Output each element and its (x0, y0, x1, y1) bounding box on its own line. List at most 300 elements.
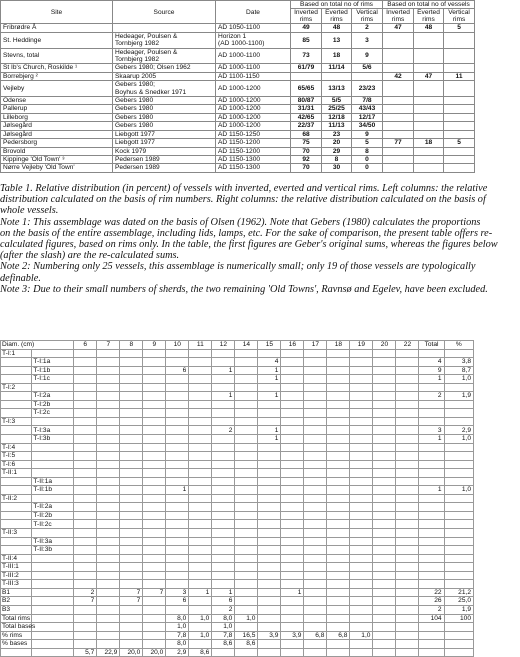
site-cell (1, 139, 113, 147)
count-cell (304, 563, 327, 572)
count-cell (373, 529, 396, 538)
count-cell (419, 580, 444, 589)
count-cell (258, 546, 281, 555)
value-cell (383, 105, 414, 113)
caption-line: definable. (0, 272, 41, 284)
site-cell (1, 81, 113, 97)
count-cell (143, 614, 166, 623)
count-cell (97, 477, 120, 486)
count-cell (327, 494, 350, 503)
count-cell: 1,0 (189, 631, 212, 640)
source-text: Gebers 1980 (115, 105, 154, 113)
count-cell: 9 (419, 366, 444, 375)
site-name: Vejleby (3, 84, 25, 92)
count-cell (74, 426, 97, 435)
type-label (1, 426, 32, 435)
count-cell: 1 (258, 392, 281, 401)
value-cell (414, 105, 444, 113)
count-cell (143, 554, 166, 563)
count-cell (166, 460, 189, 469)
count-cell (235, 383, 258, 392)
site-row (1, 155, 475, 163)
count-cell (235, 358, 258, 367)
count-cell (327, 486, 350, 495)
count-cell (212, 554, 235, 563)
source-text: Gebers 1980 (115, 122, 154, 130)
count-cell (189, 554, 212, 563)
count-cell (189, 400, 212, 409)
count-cell: 1 (212, 366, 235, 375)
count-cell: 8,0 (166, 614, 189, 623)
count-cell (143, 511, 166, 520)
count-cell (189, 426, 212, 435)
count-cell (304, 580, 327, 589)
count-cell (120, 571, 143, 580)
count-cell (189, 503, 212, 512)
count-cell (235, 588, 258, 597)
value-cell (444, 155, 475, 163)
count-cell (97, 520, 120, 529)
count-cell: 1,0 (444, 486, 473, 495)
count-cell (235, 503, 258, 512)
date-cell (216, 72, 291, 80)
count-cell (444, 417, 473, 426)
count-cell (304, 623, 327, 632)
count-cell (281, 529, 304, 538)
count-cell (444, 529, 473, 538)
type-label: T-III:3 (1, 580, 32, 589)
count-cell (304, 477, 327, 486)
count-cell (419, 349, 444, 358)
count-cell (97, 358, 120, 367)
caption-line: Note 1: This assemblage was dated on the basis of Olsen (1962). Note that Gebers (1980) calculates the proportions (0, 216, 481, 228)
count-cell (304, 349, 327, 358)
count-cell (166, 605, 189, 614)
count-cell (373, 400, 396, 409)
count-cell (396, 597, 419, 606)
count-cell (281, 443, 304, 452)
date-cell (216, 105, 291, 113)
count-cell (373, 366, 396, 375)
site-row (1, 64, 475, 72)
site-cell (1, 24, 113, 32)
count-cell (143, 503, 166, 512)
count-cell (143, 529, 166, 538)
value-cell: 9 (352, 48, 383, 64)
site-row (1, 147, 475, 155)
value-cell (383, 130, 414, 138)
count-cell (396, 426, 419, 435)
site-name: Pallerup (3, 105, 28, 113)
count-cell (212, 546, 235, 555)
date-text: AD 1000-1200 (218, 97, 261, 105)
type-row (1, 383, 474, 392)
count-cell (350, 588, 373, 597)
count-cell (143, 460, 166, 469)
count-cell: 7,8 (212, 631, 235, 640)
subtype-label (32, 614, 74, 623)
value-cell (444, 32, 475, 48)
count-cell (350, 349, 373, 358)
count-cell (281, 452, 304, 461)
count-cell (166, 511, 189, 520)
site-name: St Ib's Church, Roskilde ¹ (3, 64, 78, 72)
value-cell: 68 (291, 130, 322, 138)
value-cell (414, 113, 444, 121)
date-cell (216, 155, 291, 163)
rims-group-header: Based on total no of rims (291, 1, 383, 9)
count-cell (444, 400, 473, 409)
count-cell (327, 392, 350, 401)
count-cell: 1,9 (444, 605, 473, 614)
count-cell (258, 571, 281, 580)
count-cell (350, 375, 373, 384)
count-cell (189, 417, 212, 426)
count-cell (396, 383, 419, 392)
count-cell (74, 529, 97, 538)
count-cell (74, 486, 97, 495)
count-cell (444, 477, 473, 486)
count-cell (143, 392, 166, 401)
count-cell (74, 366, 97, 375)
count-cell (350, 400, 373, 409)
count-cell (350, 546, 373, 555)
count-cell (350, 469, 373, 478)
count-cell (189, 529, 212, 538)
value-cell: 48 (414, 24, 444, 32)
count-cell (327, 460, 350, 469)
count-cell (396, 409, 419, 418)
count-cell (396, 648, 419, 657)
source-text: Boyhus & Snedker 1971 (115, 88, 187, 96)
count-cell (189, 460, 212, 469)
count-cell (166, 358, 189, 367)
count-cell (97, 383, 120, 392)
value-cell: 9 (352, 130, 383, 138)
count-cell (396, 435, 419, 444)
header-line: Inverted (294, 9, 318, 17)
count-cell (258, 563, 281, 572)
type-row (1, 571, 474, 580)
type-row (1, 503, 474, 512)
value-cell (444, 164, 475, 172)
subtype-label (32, 349, 74, 358)
count-cell: 7 (120, 597, 143, 606)
source-text: Gebers 1980; Olsen 1962 (115, 64, 191, 72)
count-cell (74, 520, 97, 529)
count-cell (396, 640, 419, 649)
count-cell (143, 605, 166, 614)
source-cell (113, 105, 216, 113)
value-cell (383, 122, 414, 130)
count-cell (281, 554, 304, 563)
count-cell (419, 503, 444, 512)
count-cell (97, 452, 120, 461)
count-cell (212, 469, 235, 478)
count-cell (396, 452, 419, 461)
count-cell (258, 409, 281, 418)
count-cell (120, 631, 143, 640)
count-cell (74, 571, 97, 580)
count-cell (281, 477, 304, 486)
count-cell (327, 366, 350, 375)
source-text: Kock 1979 (115, 147, 147, 155)
count-cell (350, 435, 373, 444)
count-cell (97, 503, 120, 512)
count-cell (444, 452, 473, 461)
count-cell (396, 537, 419, 546)
type-label: T-I:1 (1, 349, 32, 358)
value-cell (414, 122, 444, 130)
type-row (1, 631, 474, 640)
count-cell (120, 477, 143, 486)
count-cell: 1,9 (444, 392, 473, 401)
subtype-label (32, 563, 74, 572)
date-cell (216, 130, 291, 138)
source-text: Gebers 1980 (115, 97, 154, 105)
count-cell (350, 597, 373, 606)
source-cell (113, 164, 216, 172)
count-cell (120, 349, 143, 358)
count-cell: 1,0 (444, 375, 473, 384)
count-cell (373, 640, 396, 649)
source-cell (113, 147, 216, 155)
count-cell (74, 503, 97, 512)
count-cell (327, 443, 350, 452)
count-cell: 1 (212, 392, 235, 401)
count-cell: 1 (419, 486, 444, 495)
count-cell (97, 426, 120, 435)
count-cell: 3,8 (444, 358, 473, 367)
count-cell (444, 511, 473, 520)
count-cell (120, 486, 143, 495)
count-cell (419, 511, 444, 520)
subtype-label: T-II:2c (32, 520, 74, 529)
column-header: 19 (350, 341, 373, 350)
count-cell (350, 623, 373, 632)
count-cell (212, 409, 235, 418)
count-cell (373, 460, 396, 469)
count-cell: 1 (212, 588, 235, 597)
column-header: Total (419, 341, 444, 350)
value-cell (383, 113, 414, 121)
count-cell (444, 631, 473, 640)
count-cell (444, 537, 473, 546)
count-cell (74, 409, 97, 418)
count-cell (143, 571, 166, 580)
count-cell (235, 452, 258, 461)
date-text: AD 1000-1100 (218, 64, 261, 72)
site-row (1, 164, 475, 172)
count-cell (120, 400, 143, 409)
count-cell (396, 400, 419, 409)
count-cell (373, 648, 396, 657)
count-cell (212, 486, 235, 495)
value-cell (383, 164, 414, 172)
count-cell (419, 383, 444, 392)
site-name: Odense (3, 97, 27, 105)
count-cell: 6,8 (327, 631, 350, 640)
date-cell (216, 81, 291, 97)
value-cell (414, 147, 444, 155)
count-cell (327, 605, 350, 614)
count-cell (327, 623, 350, 632)
value-cell (383, 64, 414, 72)
count-cell (396, 614, 419, 623)
subtype-label (32, 383, 74, 392)
count-cell (189, 640, 212, 649)
source-text: Liebgott 1977 (115, 130, 155, 138)
count-cell (189, 580, 212, 589)
count-cell (373, 469, 396, 478)
count-cell (350, 614, 373, 623)
subtype-label (32, 648, 74, 657)
count-cell (97, 460, 120, 469)
count-cell: 3 (166, 588, 189, 597)
count-cell (419, 623, 444, 632)
count-cell (74, 469, 97, 478)
source-cell (113, 81, 216, 97)
count-cell (143, 417, 166, 426)
count-cell (281, 426, 304, 435)
count-cell (166, 383, 189, 392)
date-text: Horizon 1 (218, 32, 247, 40)
subtype-label (32, 529, 74, 538)
source-cell (113, 24, 216, 32)
vessels-vertical-header (444, 9, 475, 24)
count-cell (97, 443, 120, 452)
value-cell: 13/13 (322, 81, 352, 97)
count-cell (235, 537, 258, 546)
value-cell: 8 (352, 147, 383, 155)
count-cell (97, 529, 120, 538)
site-cell (1, 72, 113, 80)
count-cell (235, 511, 258, 520)
type-row (1, 349, 474, 358)
count-cell (350, 640, 373, 649)
count-cell (350, 648, 373, 657)
count-cell (373, 563, 396, 572)
type-row (1, 469, 474, 478)
count-cell: 7 (120, 588, 143, 597)
type-label (1, 511, 32, 520)
value-cell: 61/79 (291, 64, 322, 72)
count-cell (304, 443, 327, 452)
count-cell (258, 537, 281, 546)
value-cell: 48 (322, 24, 352, 32)
count-cell (143, 469, 166, 478)
count-cell: 2 (212, 426, 235, 435)
value-cell: 73 (291, 48, 322, 64)
count-cell: 1,0 (350, 631, 373, 640)
value-cell: 7/8 (352, 97, 383, 105)
subtype-label (32, 605, 74, 614)
count-cell (281, 366, 304, 375)
source-cell (113, 72, 216, 80)
count-cell (350, 537, 373, 546)
count-cell (258, 511, 281, 520)
count-cell (373, 537, 396, 546)
count-cell (444, 443, 473, 452)
count-cell (350, 605, 373, 614)
count-cell (143, 537, 166, 546)
count-cell (350, 409, 373, 418)
count-cell (327, 554, 350, 563)
count-cell (444, 563, 473, 572)
date-text: AD 1000-1200 (218, 113, 261, 121)
site-row (1, 97, 475, 105)
header-line: rims (391, 16, 405, 24)
count-cell (166, 571, 189, 580)
count-cell (212, 494, 235, 503)
count-cell (444, 520, 473, 529)
count-cell: 25,0 (444, 597, 473, 606)
value-cell: 80/87 (291, 97, 322, 105)
date-text: AD 1050-1100 (218, 24, 261, 32)
count-cell (373, 597, 396, 606)
count-cell: 7,8 (166, 631, 189, 640)
source-text: Skaarup 2005 (115, 72, 157, 80)
count-cell (143, 563, 166, 572)
count-cell (281, 563, 304, 572)
value-cell: 20 (322, 139, 352, 147)
count-cell (97, 511, 120, 520)
count-cell (304, 366, 327, 375)
count-cell (350, 580, 373, 589)
count-cell (258, 520, 281, 529)
count-cell (327, 435, 350, 444)
count-cell (396, 366, 419, 375)
count-cell (212, 537, 235, 546)
count-cell (304, 546, 327, 555)
count-cell (396, 571, 419, 580)
count-cell (166, 537, 189, 546)
count-cell (212, 648, 235, 657)
count-cell (74, 640, 97, 649)
count-cell (97, 605, 120, 614)
subtype-label: T-I:2a (32, 392, 74, 401)
count-cell (143, 477, 166, 486)
count-cell (97, 614, 120, 623)
count-cell (235, 375, 258, 384)
column-header: 11 (189, 341, 212, 350)
count-cell (189, 537, 212, 546)
value-cell (444, 122, 475, 130)
type-row (1, 623, 474, 632)
type-row (1, 460, 474, 469)
type-label: T-II:2 (1, 494, 32, 503)
count-cell (327, 400, 350, 409)
count-cell (166, 349, 189, 358)
count-cell (120, 417, 143, 426)
value-cell: 5 (444, 24, 475, 32)
count-cell (235, 486, 258, 495)
site-name: Stevns, total (3, 52, 40, 60)
count-cell (327, 349, 350, 358)
count-cell (304, 486, 327, 495)
count-cell (258, 452, 281, 461)
type-row (1, 614, 474, 623)
count-cell (235, 648, 258, 657)
count-cell (350, 520, 373, 529)
count-cell (235, 623, 258, 632)
count-cell (327, 640, 350, 649)
count-cell (444, 469, 473, 478)
count-cell (258, 605, 281, 614)
header-line: Everted (417, 9, 440, 17)
count-cell: 100 (444, 614, 473, 623)
header-line: Vertical (448, 9, 470, 17)
